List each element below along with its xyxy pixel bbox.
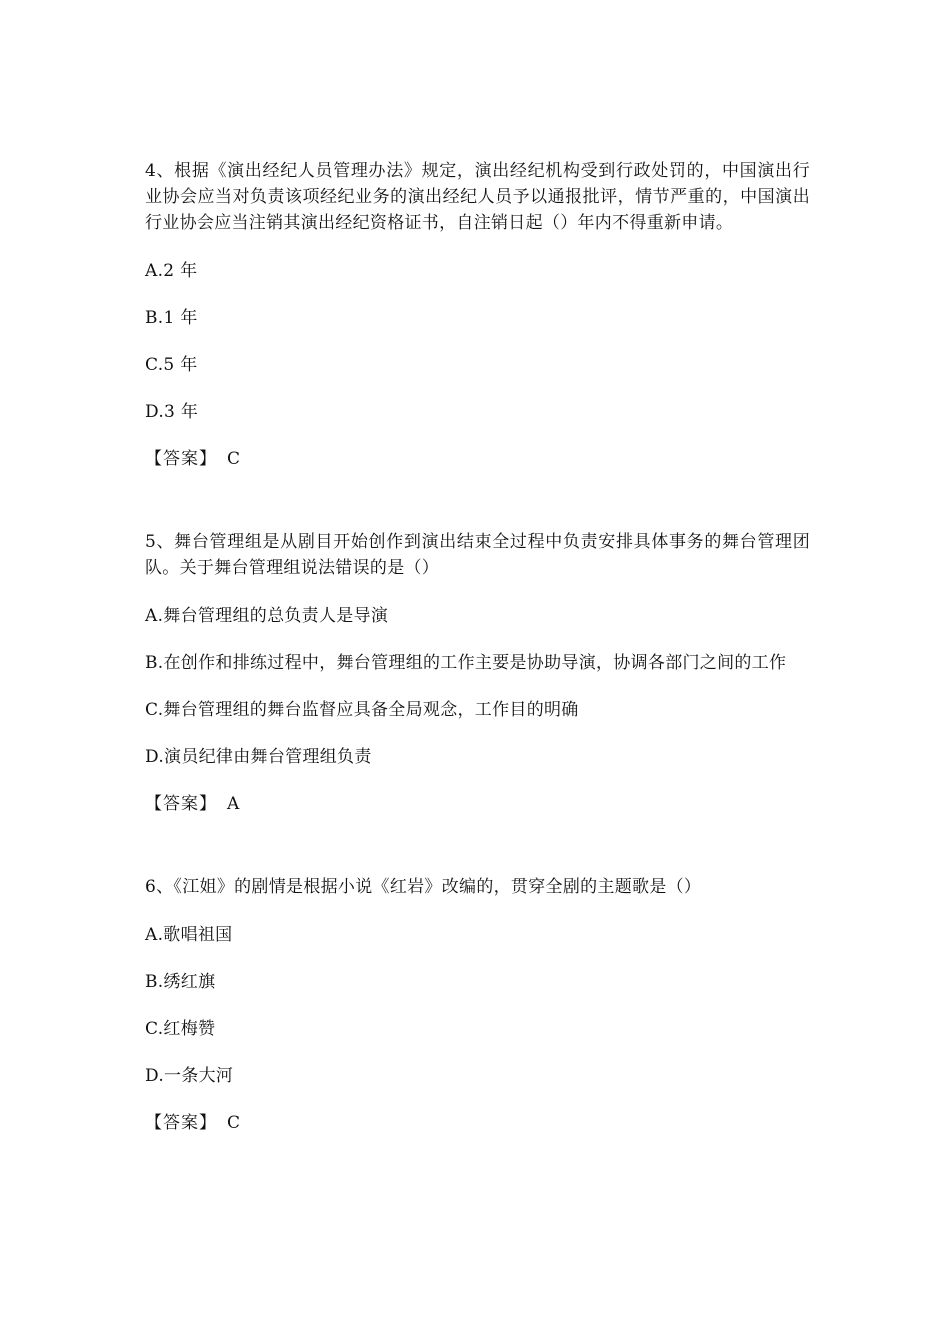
question-stem: 4、根据《演出经纪人员管理办法》规定，演出经纪机构受到行政处罚的，中国演出行业协会应当对负责该项经纪业务的演出经纪人员予以通报批评，情节严重的，中国演出行业协会应当注销其演出经纪资格证书，自注销日起（）年内不得重新申请。: [145, 161, 810, 233]
question-stem: 5、舞台管理组是从剧目开始创作到演出结束全过程中负责安排具体事务的舞台管理团队。关于舞台管理组说法错误的是（）: [145, 532, 810, 578]
answer-label: 【答案】: [145, 794, 217, 814]
option-c: C.红梅赞: [145, 1019, 216, 1039]
answer-label: 【答案】: [145, 449, 217, 469]
option-c: C.舞台管理组的舞台监督应具备全局观念，工作目的明确: [145, 700, 579, 720]
option-b: B.1 年: [145, 308, 198, 328]
option-b: B.在创作和排练过程中，舞台管理组的工作主要是协助导演，协调各部门之间的工作: [145, 653, 787, 673]
answer-line: [145, 446, 810, 472]
answer-value: C: [227, 449, 241, 469]
answer-line: [145, 791, 810, 817]
answer-value: C: [227, 1113, 241, 1133]
option-d: D.演员纪律由舞台管理组负责: [145, 747, 372, 767]
option-d: D.一条大河: [145, 1066, 234, 1086]
document-page: [145, 158, 810, 1136]
option-a: A.歌唱祖国: [145, 925, 233, 945]
option-a: A.舞台管理组的总负责人是导演: [145, 606, 389, 626]
option-b: B.绣红旗: [145, 972, 216, 992]
question-4: [145, 158, 810, 472]
option-d: D.3 年: [145, 402, 199, 422]
answer-value: A: [227, 794, 240, 814]
question-stem: 6、《江姐》的剧情是根据小说《红岩》改编的，贯穿全剧的主题歌是（）: [145, 877, 702, 897]
question-6: [145, 874, 810, 1136]
answer-line: [145, 1110, 810, 1136]
option-c: C.5 年: [145, 355, 198, 375]
answer-label: 【答案】: [145, 1113, 217, 1133]
question-5: [145, 529, 810, 817]
option-a: A.2 年: [145, 261, 198, 281]
